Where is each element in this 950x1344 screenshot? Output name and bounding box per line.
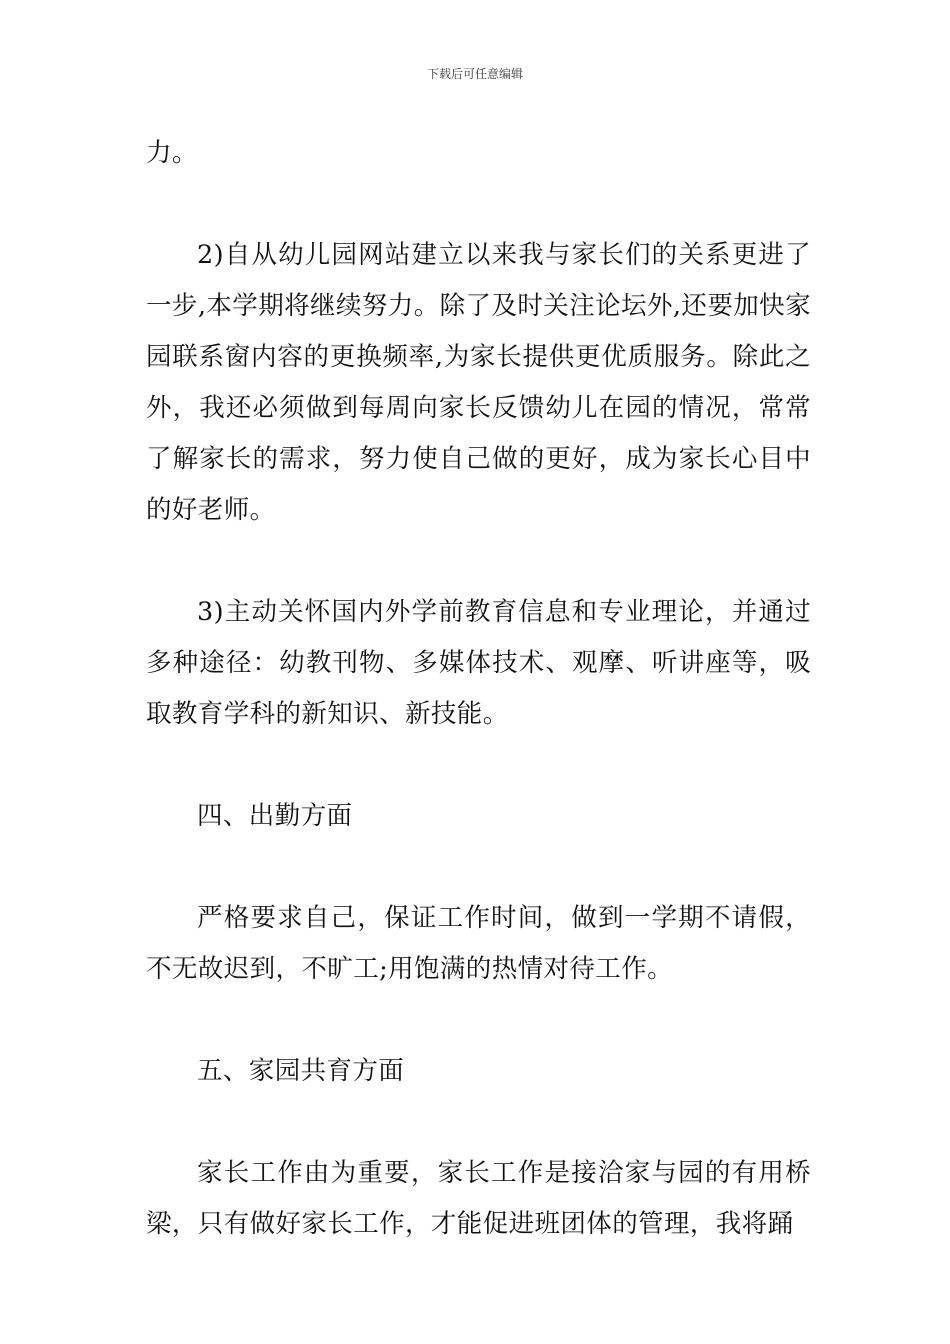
paragraph-continuation: 力。 <box>146 138 198 168</box>
paragraph-home-school: 家长工作由为重要，家长工作是接洽家与园的有用桥梁，只有做好家长工作，才能促进班团体的管理，我将踊 <box>146 1158 811 1239</box>
paragraph-item-2: 2)自从幼儿园网站建立以来我与家长们的关系更进了一步,本学期将继续努力。除了及时关注论坛外,还要加快家园联系窗内容的更换频率,为家长提供更优质服务。除此之外，我还必须做到每周向家长反馈幼儿在园的情况，常常了解家长的需求，努力使自己做的更好，成为家长心目中的好老师。 <box>146 240 811 525</box>
section-heading-home-school: 五、家园共育方面 <box>197 1056 405 1086</box>
document-body <box>146 128 811 1250</box>
page-header: 下载后可任意编辑 <box>426 67 523 81</box>
section-heading-attendance: 四、出勤方面 <box>197 801 353 831</box>
paragraph-item-3: 3)主动关怀国内外学前教育信息和专业理论，并通过多种途径：幼教刊物、多媒体技术、观摩、听讲座等，吸取教育学科的新知识、新技能。 <box>146 597 811 729</box>
paragraph-attendance: 严格要求自己，保证工作时间，做到一学期不请假，不无故迟到，不旷工;用饱满的热情对待工作。 <box>146 903 811 984</box>
